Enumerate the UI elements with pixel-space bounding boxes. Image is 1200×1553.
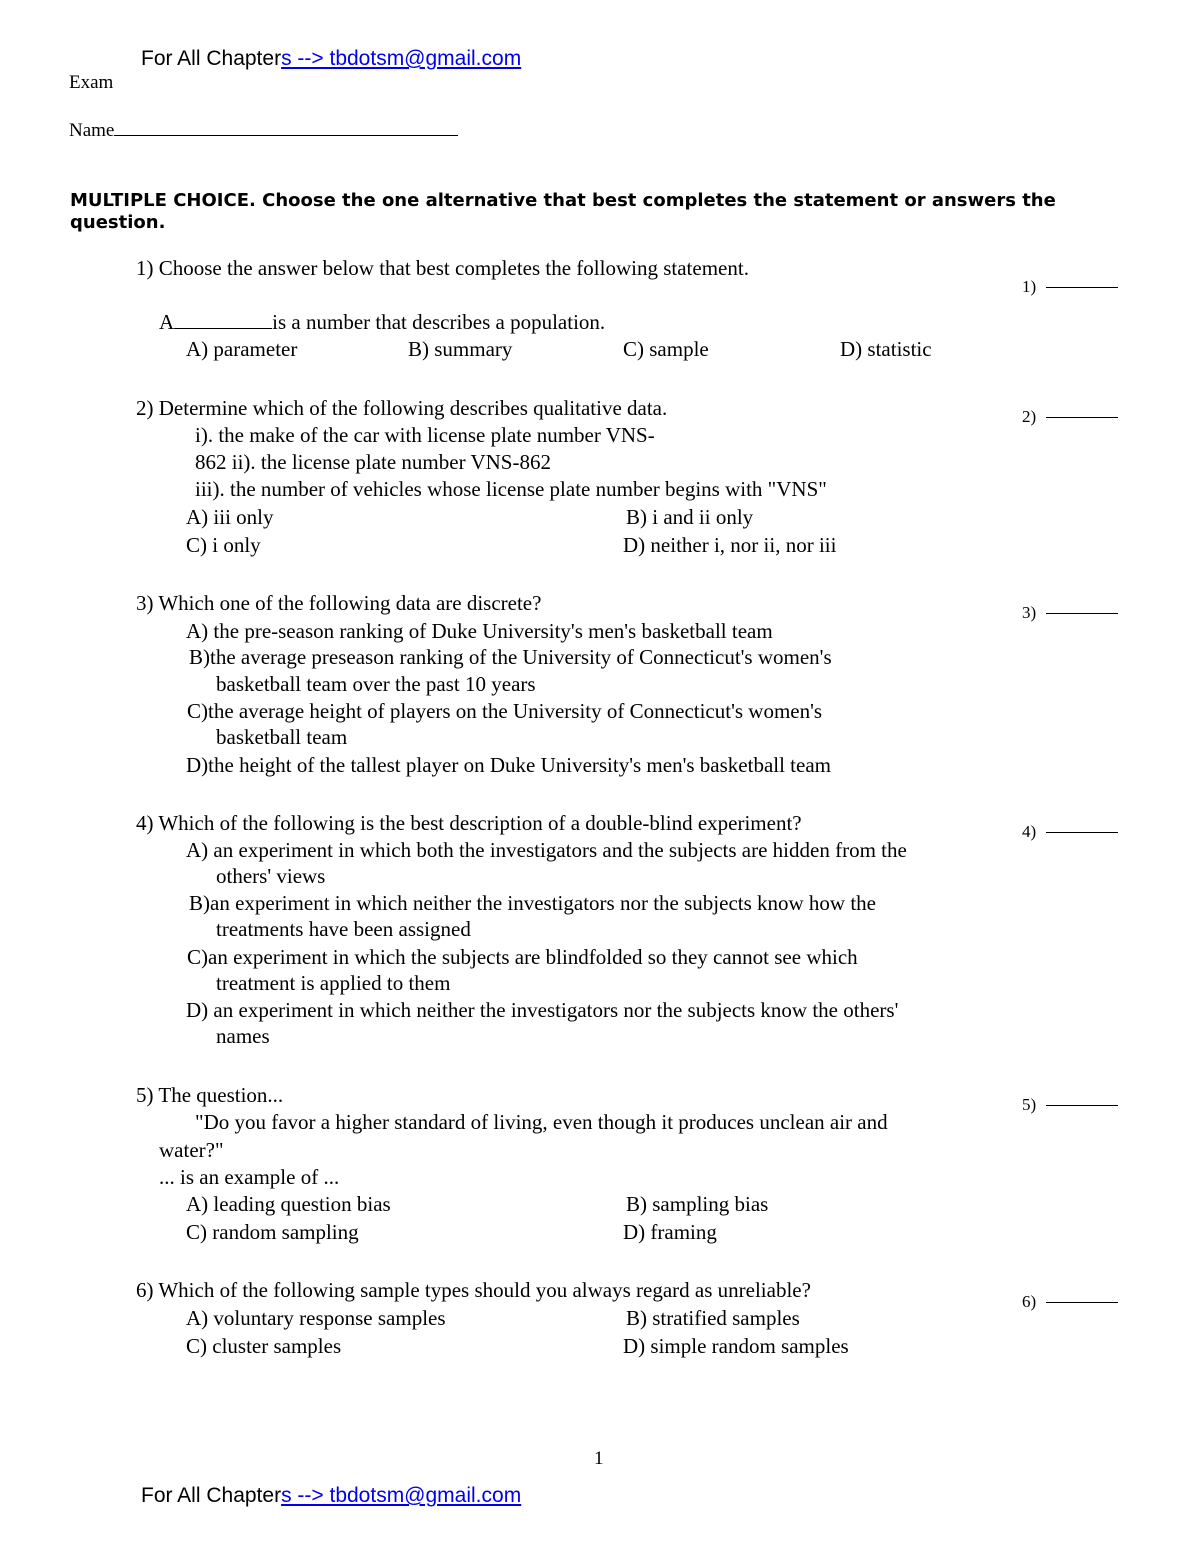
q4-option-d-text-2: names [216,1024,270,1048]
banner-email-link[interactable]: s --> tbdotsm@gmail.com [281,47,522,70]
q3-option-a-text: the pre-season ranking of Duke University's men's basketball team [213,619,773,643]
exam-label: Exam [69,72,114,93]
q6-answer-blank[interactable] [1022,1287,1118,1315]
q5-answer-line [1046,1104,1118,1106]
banner-prefix: For All Chapter [141,47,282,70]
q4-answer-blank[interactable] [1022,817,1118,845]
name-label: Name [69,120,115,141]
q1-stem [159,309,605,336]
q6-answer-number: 6) [1022,1292,1037,1311]
q4-option-a-text-1: an experiment in which both the investigators and the subjects are hidden from the [213,838,907,862]
q4-option-c-text-2: treatment is applied to them [216,971,451,995]
q4-answer-line [1046,831,1118,833]
bottom-banner-prefix: For All Chapter [141,1484,282,1507]
q2-prompt: 2) Determine which of the following describes qualitative data. [136,396,668,420]
q3-option-c-text-1: the average height of players on the University of Connecticut's women's [208,699,823,723]
q5-option-a[interactable]: A) leading question bias [186,1192,391,1216]
q4-option-c-letter: C) [187,945,208,969]
q3-answer-number: 3) [1022,603,1037,622]
q3-option-d-letter: D) [186,753,209,777]
q2-option-d[interactable]: D) neither i, nor ii, nor iii [623,533,837,557]
q6-option-c[interactable]: C) cluster samples [186,1334,342,1358]
page-number: 1 [594,1448,604,1469]
q5-answer-blank[interactable] [1022,1090,1118,1118]
q6-option-a[interactable]: A) voluntary response samples [186,1306,446,1330]
q4-option-a-letter: A) [186,838,209,862]
q1-option-c[interactable]: C) sample [623,337,709,361]
q4-option-b-text-2: treatments have been assigned [216,917,471,941]
q3-prompt: 3) Which one of the following data are discrete? [136,591,542,615]
q6-answer-line [1046,1301,1118,1303]
q3-option-d-text: the height of the tallest player on Duke University's men's basketball team [208,753,831,777]
q2-answer-line [1046,416,1118,418]
q1-answer-line [1046,286,1118,288]
q2-line-2: 862 ii). the license plate number VNS-862 [195,450,551,474]
q3-option-a-letter: A) [186,619,209,643]
q1-stem-blank [174,328,272,329]
q4-option-d-text-1: an experiment in which neither the investigators nor the subjects know the others' [213,998,899,1022]
q1-stem-suffix: is a number that describes a population. [272,310,606,334]
q1-option-b[interactable]: B) summary [408,337,513,361]
q1-prompt: 1) Choose the answer below that best completes the following statement. [136,256,749,280]
q3-option-d[interactable] [186,752,831,779]
instructions: MULTIPLE CHOICE. Choose the one alternative that best completes the statement or answers the question. [70,190,1056,233]
q3-option-b-text-1: the average preseason ranking of the University of Connecticut's women's [210,645,832,669]
q3-option-c-letter: C) [187,699,208,723]
q4-option-b-text-1: an experiment in which neither the investigators nor the subjects know how the [210,891,877,915]
q4-option-b[interactable] [189,890,876,917]
q6-option-b[interactable]: B) stratified samples [626,1306,800,1330]
top-banner [141,46,521,72]
q4-prompt: 4) Which of the following is the best description of a double-blind experiment? [136,811,802,835]
q2-option-c[interactable]: C) i only [186,533,261,557]
q5-option-c[interactable]: C) random sampling [186,1220,359,1244]
q3-option-b[interactable] [189,644,832,671]
name-blank-line [114,135,458,136]
q2-option-a[interactable]: A) iii only [186,505,274,529]
q4-option-d[interactable] [186,997,898,1024]
q4-option-a-text-2: others' views [216,864,326,888]
name-field[interactable] [69,117,458,144]
q3-option-b-text-2: basketball team over the past 10 years [216,672,536,696]
bottom-banner-email-link[interactable]: s --> tbdotsm@gmail.com [281,1484,522,1507]
q5-option-d[interactable]: D) framing [623,1220,717,1244]
q5-option-b[interactable]: B) sampling bias [626,1192,769,1216]
q1-stem-prefix: A [159,310,175,334]
q2-option-b[interactable]: B) i and ii only [626,505,754,529]
q3-option-c[interactable] [187,698,822,725]
q1-answer-blank[interactable] [1022,272,1118,300]
q3-option-c-text-2: basketball team [216,725,348,749]
q1-option-d[interactable]: D) statistic [840,337,932,361]
q4-option-a[interactable] [186,837,907,864]
q4-answer-number: 4) [1022,822,1037,841]
q5-line-3: ... is an example of ... [159,1165,340,1189]
q2-line-3: iii). the number of vehicles whose license plate number begins with "VNS" [195,477,827,501]
q3-option-a[interactable] [186,618,773,645]
q5-line-1: "Do you favor a higher standard of living, even though it produces unclean air and [195,1110,888,1134]
q2-line-1: i). the make of the car with license plate number VNS- [195,423,655,447]
q6-option-d[interactable]: D) simple random samples [623,1334,849,1358]
q5-prompt: 5) The question... [136,1083,284,1107]
q3-option-b-letter: B) [189,645,210,669]
q4-option-d-letter: D) [186,998,209,1022]
q6-prompt: 6) Which of the following sample types should you always regard as unreliable? [136,1278,811,1302]
q2-answer-blank[interactable] [1022,402,1118,430]
q1-answer-number: 1) [1022,277,1037,296]
q1-option-a[interactable]: A) parameter [186,337,298,361]
q5-line-2: water?" [159,1138,224,1162]
q4-option-c[interactable] [187,944,858,971]
q4-option-b-letter: B) [189,891,210,915]
q5-answer-number: 5) [1022,1095,1037,1114]
q2-answer-number: 2) [1022,407,1037,426]
q3-answer-blank[interactable] [1022,598,1118,626]
q3-answer-line [1046,612,1118,614]
q4-option-c-text-1: an experiment in which the subjects are blindfolded so they cannot see which [208,945,858,969]
bottom-banner [141,1483,521,1509]
